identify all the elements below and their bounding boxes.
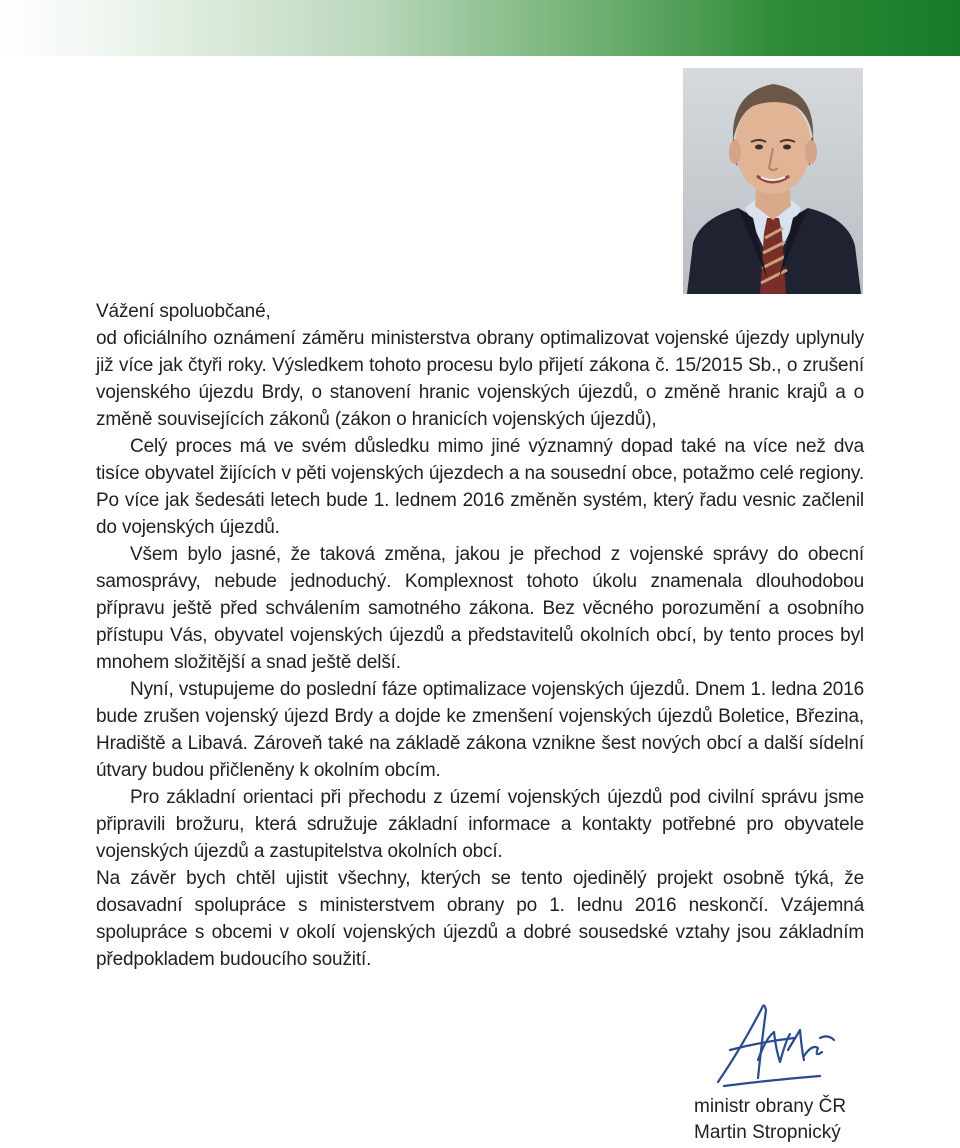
- signature-name: Martin Stropnický: [694, 1122, 841, 1143]
- paragraph-4: Nyní, vstupujeme do poslední fáze optimalizace vojenských újezdů. Dnem 1. ledna 2016 bude zrušen vojenský újezd Brdy a dojde ke zmenšení vojenských újezdů Boletice, Březina, Hradiště a Libavá. Zároveň také na základě zákona vznikne šest nových obcí a další sídelní útvary budou přičleněny k okolním obcím.: [96, 679, 864, 781]
- paragraph-3: Všem bylo jasné, že taková změna, jakou je přechod z vojenské správy do obecní samosprávy, nebude jednoduchý. Komplexnost tohoto úkolu znamenala dlouhodobou přípravu ještě před schválením samotného zákona. Bez věcného porozumění a osobního přístupu Vás, obyvatel vojenských újezdů a představitelů okolních obcí, by tento proces byl mnohem složitější a snad ještě delší.: [96, 544, 864, 673]
- portrait-photo: [683, 68, 863, 294]
- paragraph-5: Pro základní orientaci při přechodu z území vojenských újezdů pod civilní správu jsme připravili brožuru, která sdružuje základní informace a kontakty potřebné pro obyvatele vojenských újezdů a zastupitelstva okolních obcí.: [96, 787, 864, 862]
- signature-block: [694, 1094, 894, 1146]
- paragraph-2: Celý proces má ve svém důsledku mimo jiné významný dopad také na více než dva tisíce obyvatel žijících v pěti vojenských újezdech a na sousední obce, potažmo celé regiony. Po více jak šedesáti letech bude 1. lednem 2016 změněn systém, který řadu vesnic začlenil do vojenských újezdů.: [96, 436, 864, 538]
- handwritten-signature: [700, 990, 850, 1095]
- paragraph-1: od oficiálního oznámení záměru ministerstva obrany optimalizovat vojenské újezdy uplynuly již více jak čtyři roky. Výsledkem tohoto procesu bylo přijetí zákona č. 15/2015 Sb., o zrušení vojenského újezdu Brdy, o stanovení hranic vojenských újezdů, o změně hranic krajů a o změně souvisejících zákonů (zákon o hranicích vojenských újezdů),: [96, 328, 864, 430]
- portrait-illustration: [683, 68, 863, 294]
- header-gradient-band: [0, 0, 960, 56]
- salutation: Vážení spoluobčané,: [96, 301, 271, 322]
- paragraph-6: Na závěr bych chtěl ujistit všechny, kterých se tento ojedinělý projekt osobně týká, že dosavadní spolupráce s ministerstvem obrany po 1. lednu 2016 neskončí. Vzájemná spolupráce s obcemi v okolí vojenských újezdů a dobré sousedské vztahy jsou základním předpokladem budoucího soužití.: [96, 868, 864, 970]
- signature-role: ministr obrany ČR: [694, 1096, 847, 1117]
- letter-body: [96, 298, 864, 973]
